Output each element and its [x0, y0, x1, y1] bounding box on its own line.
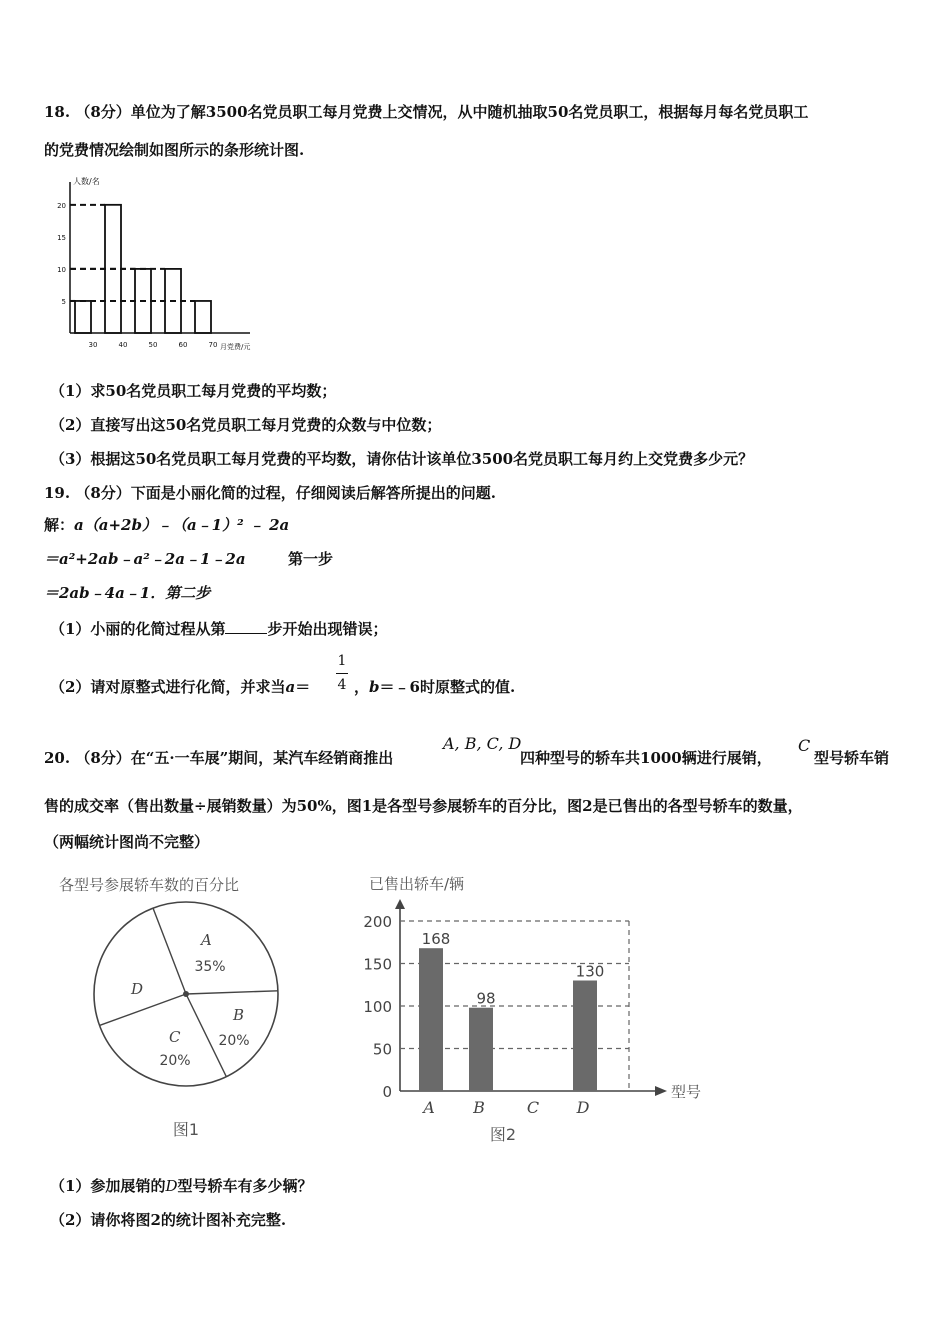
q20-line3: （两幅统计图尚不完整）	[44, 833, 210, 851]
q19-sub2-eq: ＝	[295, 678, 311, 696]
y-tick-label: 15	[57, 233, 66, 242]
q19-line1: 19. （8分）下面是小丽化简的过程，仔细阅读后解答所提出的问题.	[44, 484, 496, 502]
pie-slice-label: D	[131, 980, 144, 998]
q20-sub2: （2）请你将图2的统计图补充完整.	[50, 1211, 287, 1229]
q19-sub2-var-a: a	[285, 678, 296, 696]
q19-sub2-c: ＝﹣6时原整式的值.	[379, 678, 516, 696]
x-tick-label: B	[473, 1098, 485, 1117]
q18-line2: 的党费情况绘制如图所示的条形统计图.	[44, 141, 305, 159]
pie-center	[183, 991, 189, 997]
pie-slice-boundary	[186, 991, 278, 994]
q20-line2: 售的成交率（售出数量÷展销数量）为50%，图1是各型号参展轿车的百分比，图2是已售出的各型号轿车的数量，	[44, 797, 803, 815]
data-label: 98	[476, 989, 496, 1008]
y-axis-arrow	[395, 899, 405, 909]
fraction-denominator: 4	[337, 677, 347, 693]
q19-step0-expr: a（a+2b）﹣（a﹣1）² ﹣ 2a	[74, 516, 290, 534]
pie-slice-label: C	[169, 1028, 181, 1046]
y-tick-label: 50	[372, 1040, 392, 1059]
pie-caption: 图1	[172, 1120, 200, 1139]
q20-line1-a: 20. （8分）在“五·一车展”期间，某汽车经销商推出	[44, 749, 394, 767]
q19-step1-label: 第一步	[288, 550, 334, 568]
q19-step1-expr: ＝a²+2ab﹣a²﹣2a﹣1﹣2a	[44, 550, 246, 568]
pie-slice-boundary	[100, 994, 186, 1025]
x-tick-label: 40	[118, 341, 128, 349]
x-axis-label: 型号	[671, 1083, 702, 1101]
x-tick-label: 60	[178, 341, 188, 349]
x-tick-label: 50	[148, 341, 158, 349]
y-tick-label: 100	[363, 998, 392, 1016]
y-tick-label: 10	[57, 265, 66, 274]
q20-sub1-a: （1）参加展销的	[50, 1177, 166, 1195]
y-tick-label: 0	[382, 1083, 392, 1101]
x-tick-label: 30	[88, 341, 98, 349]
q20-line1-b: 四种型号的轿车共1000辆进行展销，	[520, 749, 772, 767]
q19-sub1	[50, 619, 387, 638]
q19-step2	[44, 584, 210, 602]
q20-line1-c: 型号轿车销	[814, 749, 890, 767]
q20-models: A, B, C, D	[443, 734, 522, 753]
pie-slice-label: A	[201, 931, 212, 949]
pie-slice-percent: 20%	[218, 1033, 250, 1049]
chart3-sold-cars-bar	[355, 865, 725, 1155]
q20-sub1-var-d: D	[165, 1177, 178, 1195]
q19-step2-expr: ＝2ab﹣4a﹣1．第二步	[44, 584, 211, 602]
q19-step0-prefix: 解：	[44, 516, 75, 534]
bar	[573, 981, 597, 1092]
bar	[469, 1008, 493, 1091]
fraction-numerator: 1	[337, 653, 347, 669]
y-axis-label: 人数/名	[73, 177, 100, 186]
q20-var-c: C	[798, 736, 811, 755]
q20-sub1	[50, 1177, 313, 1195]
q19-sub1-b: 步开始出现错误；	[267, 620, 388, 638]
bar-caption: 图2	[489, 1125, 517, 1144]
q19-sub2-right	[354, 678, 515, 696]
q18-line1: 18. （8分）单位为了解3500名党员职工每月党费上交情况，从中随机抽取50名党员职工，根据每月每名党员职工	[44, 103, 809, 121]
y-axis-label: 已售出轿车/辆	[369, 875, 465, 893]
pie-slice-label: B	[233, 1006, 245, 1024]
pie-slice-percent: 20%	[159, 1053, 191, 1069]
data-label: 168	[421, 930, 451, 949]
pie-title: 各型号参展轿车数的百分比	[59, 876, 240, 894]
q19-sub2-left	[50, 678, 310, 696]
q19-sub2-b: ，	[354, 678, 370, 696]
chart1-party-fee-bar	[50, 170, 280, 350]
y-tick-label: 5	[61, 297, 66, 306]
q18-sub2: （2）直接写出这50名党员职工每月党费的众数与中位数；	[50, 416, 442, 434]
fraction-bar	[336, 673, 348, 674]
x-tick-label: C	[526, 1098, 540, 1117]
q19-sub1-a: （1）小丽的化简过程从第	[50, 620, 226, 638]
q19-step1	[44, 550, 333, 568]
x-tick-label: D	[576, 1098, 590, 1117]
q19-sub2-var-b: b	[369, 678, 380, 696]
bar	[419, 948, 443, 1091]
x-axis-arrow	[655, 1086, 667, 1096]
chart2-model-percentage-pie	[55, 870, 345, 1150]
q20-sub1-b: 型号轿车有多少辆？	[177, 1177, 313, 1195]
x-tick-label: 70	[208, 341, 218, 349]
x-axis-label: 月党费/元	[220, 343, 251, 350]
pie-slice-boundary	[153, 908, 186, 994]
q18-sub1: （1）求50名党员职工每月党费的平均数；	[50, 382, 337, 400]
q18-sub3: （3）根据这50名党员职工每月党费的平均数，请你估计该单位3500名党员职工每月约上交党费多少元？	[50, 450, 754, 468]
pie-slice-percent: 35%	[194, 959, 226, 975]
x-tick-label: A	[423, 1098, 435, 1117]
q19-step0	[44, 516, 289, 534]
bar	[75, 301, 91, 333]
y-tick-label: 20	[57, 201, 66, 210]
answer-blank[interactable]	[225, 619, 267, 634]
y-tick-label: 200	[363, 913, 392, 931]
y-tick-label: 150	[363, 955, 392, 974]
data-label: 130	[575, 962, 605, 981]
bar	[195, 301, 211, 333]
q19-sub2-a: （2）请对原整式进行化简，并求当	[50, 678, 286, 696]
